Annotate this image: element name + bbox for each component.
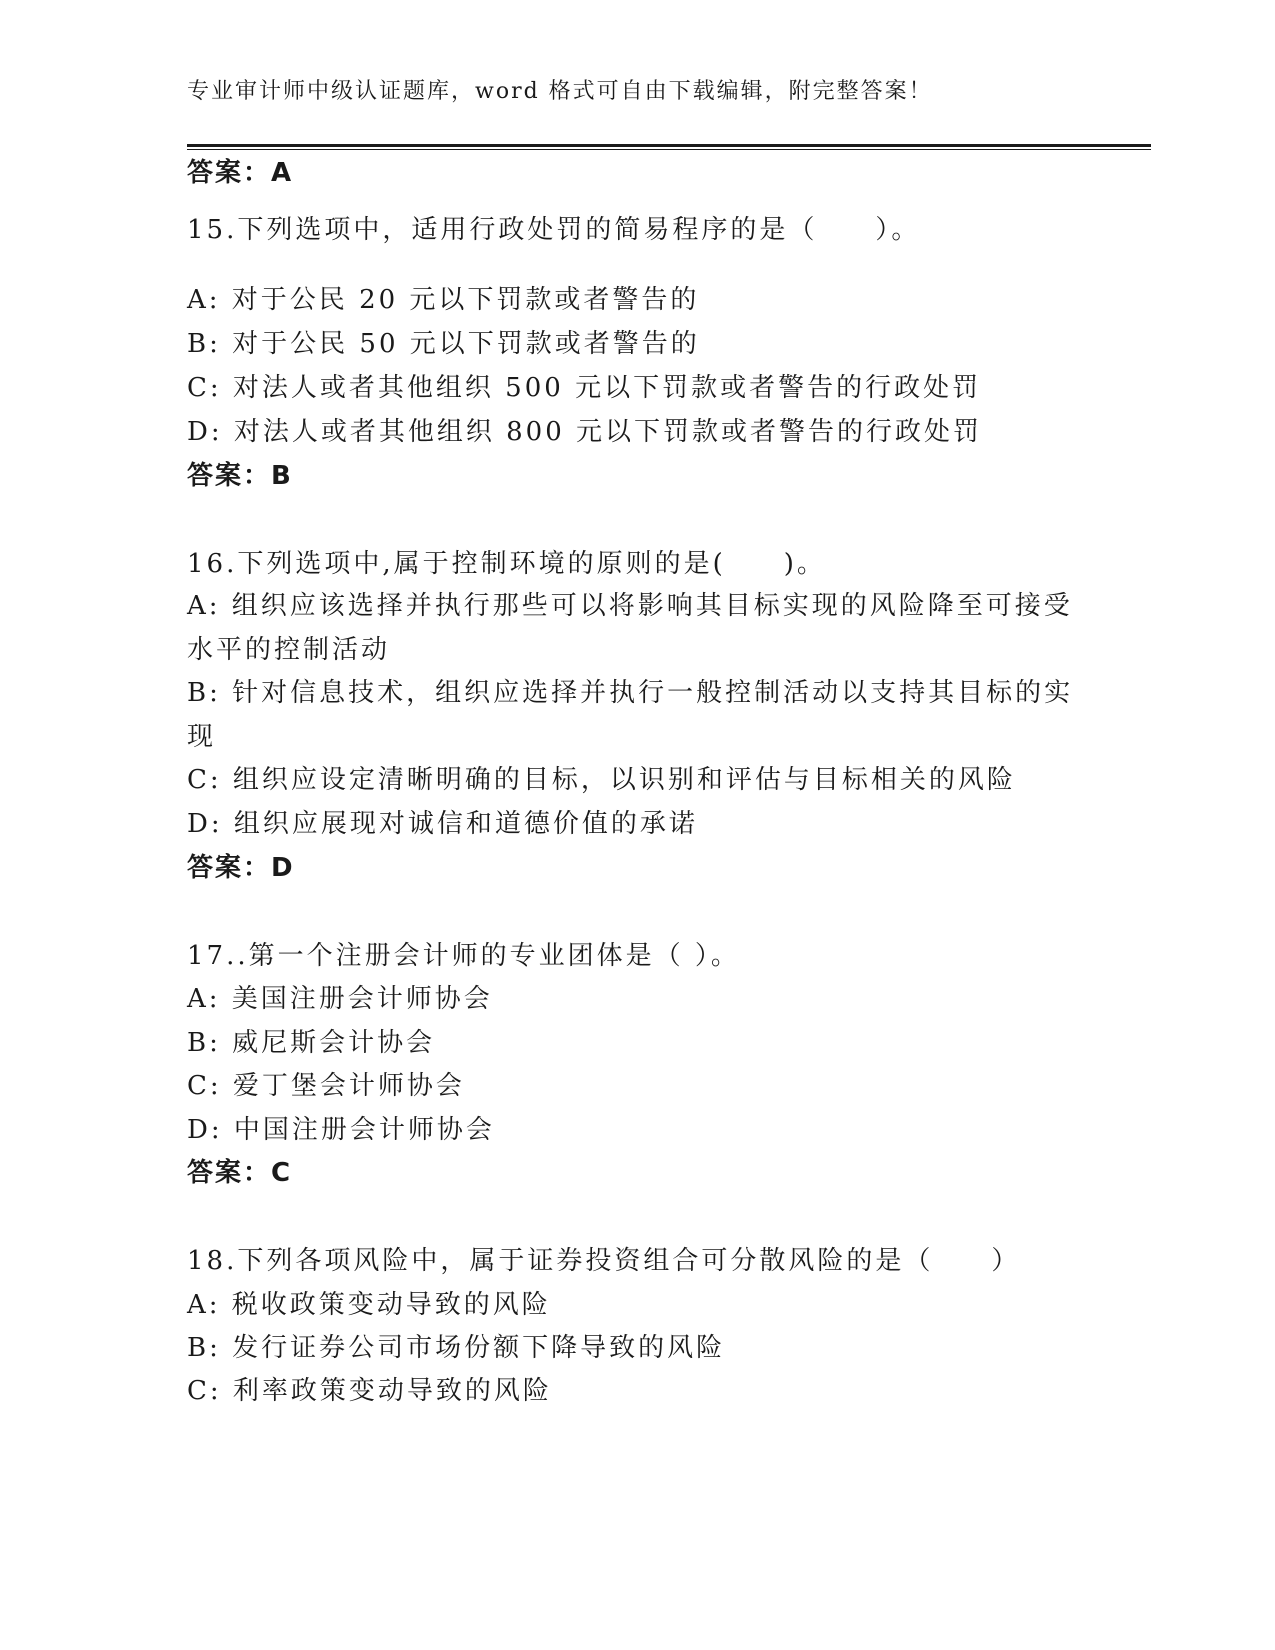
option-d-16: D: 组织应展现对诚信和道德价值的承诺 [187,809,698,839]
option-a-15: A: 对于公民 20 元以下罚款或者警告的 [187,285,700,315]
option-c-17: C: 爱丁堡会计师协会 [187,1071,465,1101]
option-b-15: B: 对于公民 50 元以下罚款或者警告的 [187,329,700,359]
question-stem-17: 17..第一个注册会计师的专业团体是（ ）。 [187,941,740,971]
option-d-15: D: 对法人或者其他组织 800 元以下罚款或者警告的行政处罚 [187,417,983,447]
option-c-15: C: 对法人或者其他组织 500 元以下罚款或者警告的行政处罚 [187,373,982,403]
answer-line-q14: 答案：A [187,158,294,188]
header-rule-thick [187,144,1151,147]
question-stem-16: 16.下列选项中,属于控制环境的原则的是( )。 [187,549,826,579]
option-a-16-cont: 水平的控制活动 [187,635,391,665]
page-header: 专业审计师中级认证题库，word 格式可自由下载编辑，附完整答案！ [187,79,933,104]
option-c-18: C: 利率政策变动导致的风险 [187,1376,552,1406]
option-d-17: D: 中国注册会计师协会 [187,1115,495,1145]
answer-line-q17: 答案：C [187,1158,293,1188]
option-c-16: C: 组织应设定清晰明确的目标，以识别和评估与目标相关的风险 [187,765,1016,795]
answer-line-q16: 答案：D [187,853,295,883]
answer-line-q15: 答案：B [187,461,293,491]
question-stem-18: 18.下列各项风险中，属于证券投资组合可分散风险的是（ ） [187,1246,1021,1276]
option-b-18: B: 发行证券公司市场份额下降导致的风险 [187,1333,726,1363]
option-a-18: A: 税收政策变动导致的风险 [187,1290,551,1320]
option-b-16-cont: 现 [187,722,217,752]
option-a-16: A: 组织应该选择并执行那些可以将影响其目标实现的风险降至可接受 [187,591,1073,621]
question-stem-15: 15.下列选项中，适用行政处罚的简易程序的是（ ）。 [187,215,921,245]
option-b-16: B: 针对信息技术，组织应选择并执行一般控制活动以支持其目标的实 [187,678,1074,708]
option-a-17: A: 美国注册会计师协会 [187,984,493,1014]
option-b-17: B: 威尼斯会计协会 [187,1028,436,1058]
header-rule-thin [187,149,1151,150]
